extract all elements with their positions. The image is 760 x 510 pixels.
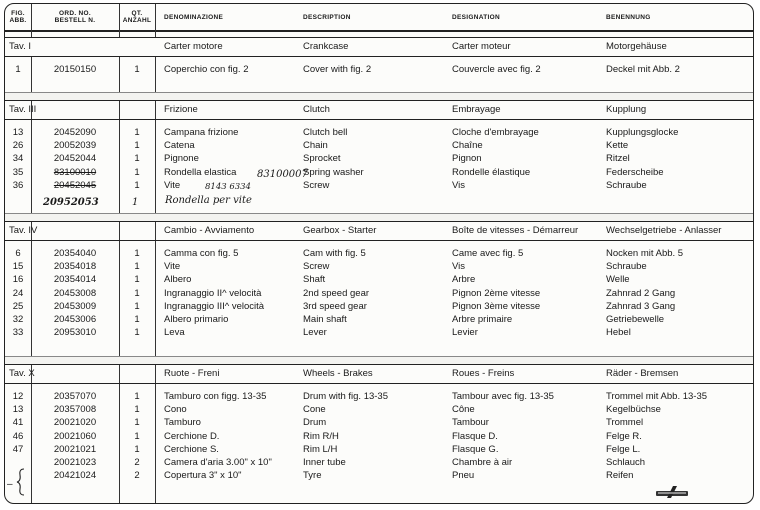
name-fr: Cône [452,404,475,416]
name-fr: Tambour avec fig. 13-35 [452,391,554,402]
header-qt [119,4,155,30]
name-de: Schraube [606,179,647,191]
name-en: Chain [303,140,328,152]
table-row [5,127,753,140]
quantity: 1 [134,417,140,429]
quantity: 2 [134,457,140,468]
section-title-de: Kupplung [606,104,647,115]
section-title-it: Carter motore [164,41,223,52]
section-title-en: Clutch [303,104,330,115]
name-en: Cam with fig. 5 [303,248,366,259]
header-description [303,4,351,30]
name-fr: Chambre à air [452,457,513,468]
name-en: Rim L/H [303,443,338,455]
name-fr: Arbre [452,274,476,286]
order-number: 20021021 [53,443,97,455]
name-it: Ingranaggio III^ velocità [164,300,265,312]
name-fr: Pignon 3ème vitesse [452,300,541,312]
section-tav-label: Tav. I [9,41,31,52]
quantity: 1 [134,404,140,416]
header-fig [5,4,31,30]
name-de: Federscheibe [606,166,664,178]
curly-brace-icon [15,468,27,496]
order-number: 20453006 [53,314,97,325]
quantity: 1 [134,287,140,299]
name-de: Getriebewelle [606,314,665,325]
header-qt-line1: QT. [131,10,143,17]
order-number: 20357008 [53,404,97,416]
order-number: 20357070 [53,391,97,402]
handwritten-new-description: Rondella per vite [165,195,252,206]
order-number: 20021023 [53,457,97,468]
name-de: Ritzel [606,153,630,165]
fig-number: 32 [12,314,24,325]
table-row [5,470,753,483]
name-en: Spring washer [303,166,364,178]
name-fr: Flasque G. [452,443,499,455]
name-it: Coperchio con fig. 2 [164,64,249,75]
name-de: Felge L. [606,443,641,455]
name-de: Hebel [606,327,631,339]
section-title-it: Ruote - Freni [164,368,220,379]
name-fr: Chaîne [452,140,483,152]
section-title-fr: Boîte de vitesses - Démarreur [452,225,579,236]
name-en: Cone [303,404,326,416]
name-en: Inner tube [303,457,346,468]
order-number: 20150150 [53,64,97,75]
header-ord-line1: ORD. NO. [58,10,91,17]
name-it: Rondella elastica [164,166,237,178]
header-fig-line2: ABB. [9,17,27,24]
section-title-it: Cambio - Avviamento [164,225,255,236]
table-row [5,153,753,166]
handwritten-new-order: 20952053 [43,197,99,208]
name-fr: Vis [452,179,466,191]
quantity: 1 [134,430,140,442]
name-it: Vite [164,179,181,191]
name-it: Tamburo con figg. 13-35 [164,391,267,402]
order-number: 20421024 [53,470,97,482]
name-en: Cover with fig. 2 [303,64,372,75]
header-qt-line2: ANZAHL [122,17,152,24]
name-en: Drum with fig. 13-35 [303,391,389,402]
name-de: Kette [606,140,629,152]
handwritten-note-35: 83100007 [257,169,308,180]
section-header [5,365,753,384]
name-fr: Rondelle élastique [452,166,531,178]
section-title-de: Motorgehäuse [606,41,667,52]
table-row [5,404,753,417]
name-fr: Arbre primaire [452,314,513,325]
quantity: 2 [134,470,140,482]
fig-number: 6 [15,248,21,259]
section-title-fr: Roues - Freins [452,368,515,379]
order-number: 20453008 [53,287,97,299]
table-row [5,140,753,153]
name-fr: Tambour [452,417,489,429]
name-de: Schraube [606,261,647,273]
table-row [5,64,753,77]
name-de: Kegelbüchse [606,404,661,416]
section-header [5,38,753,57]
header-denominazione [164,4,223,30]
table-row [5,314,753,327]
quantity: 1 [134,327,140,339]
name-it: Tamburo [164,417,201,429]
header-designation-text: DESIGNATION [452,13,500,21]
order-number: 20452090 [53,127,97,138]
name-it: Camera d'aria 3.00" x 10" [164,457,272,468]
table-row [5,417,753,430]
name-en: Tyre [303,470,322,482]
quantity: 1 [134,179,140,191]
name-en: Drum [303,417,327,429]
header-ord-line2: BESTELL N. [54,17,96,24]
name-it: Camma con fig. 5 [164,248,239,259]
quantity: 1 [134,443,140,455]
name-it: Vite [164,261,181,273]
table-row [5,457,753,470]
name-it: Cono [164,404,187,416]
table-row [5,327,753,340]
quantity: 1 [134,153,140,165]
section-title-en: Gearbox - Starter [303,225,377,236]
manufacturer-logo-icon [655,485,689,499]
section-title-de: Räder - Bremsen [606,368,679,379]
section-tav-label: Tav. III [9,104,37,115]
quantity: 1 [134,391,140,402]
header-fig-line1: FIG. [11,10,25,17]
order-number: 83100010 [53,166,97,178]
quantity: 1 [134,300,140,312]
header-description-text: DESCRIPTION [303,13,351,21]
table-row [5,391,753,404]
quantity: 1 [134,261,140,273]
name-en: Screw [303,261,330,273]
fig-number: 25 [12,300,24,312]
name-en: Clutch bell [303,127,348,138]
section-title-en: Crankcase [303,41,349,52]
name-fr: Levier [452,327,478,339]
section-tav-4 [5,221,753,356]
fig-number: 1 [15,64,21,75]
name-it: Catena [164,140,195,152]
name-fr: Flasque D. [452,430,498,442]
name-en: Rim R/H [303,430,339,442]
fig-number: 46 [12,430,24,442]
fig-number: 24 [12,287,24,299]
header-denominazione-text: DENOMINAZIONE [164,13,224,21]
name-fr: Couvercle avec fig. 2 [452,64,541,75]
name-en: 2nd speed gear [303,287,370,299]
table-row [5,444,753,457]
header-benennung [606,4,651,30]
quantity: 1 [134,248,140,259]
section-title-it: Frizione [164,104,198,115]
name-it: Cerchione D. [164,430,220,442]
order-number: 20021060 [53,430,97,442]
name-de: Reifen [606,470,634,482]
name-en: Screw [303,179,330,191]
header-designation [452,4,500,30]
table-row [5,301,753,314]
fig-number: 15 [12,261,24,273]
fig-number: 13 [12,127,24,138]
name-fr: Came avec fig. 5 [452,248,524,259]
order-number: 20052039 [53,140,97,152]
name-it: Albero primario [164,314,229,325]
name-it: Campana frizione [164,127,239,138]
section-title-fr: Carter moteur [452,41,511,52]
section-header [5,101,753,120]
section-title-fr: Embrayage [452,104,501,115]
order-number: 20452045 [53,179,97,191]
name-it: Pignone [164,153,199,165]
header-benennung-text: BENENNUNG [606,13,651,21]
table-row [5,431,753,444]
name-de: Felge R. [606,430,642,442]
quantity: 1 [134,314,140,325]
name-it: Albero [164,274,192,286]
quantity: 1 [134,140,140,152]
parts-sheet [4,3,754,504]
name-it: Copertura 3" x 10" [164,470,242,482]
order-number: 20354040 [53,248,97,259]
fig-number: 16 [12,274,24,286]
table-row [5,248,753,261]
section-tav-3 [5,100,753,213]
name-de: Zahnrad 3 Gang [606,300,676,312]
name-de: Schlauch [606,457,646,468]
name-fr: Pneu [452,470,475,482]
column-header [5,4,753,32]
section-tav-1 [5,37,753,92]
quantity: 1 [134,127,140,138]
name-de: Deckel mit Abb. 2 [606,64,680,75]
table-row [5,274,753,287]
order-number: 20354014 [53,274,97,286]
name-en: 3rd speed gear [303,300,367,312]
name-en: Shaft [303,274,326,286]
order-number: 20953010 [53,327,97,339]
name-de: Trommel [606,417,644,429]
fig-number: 12 [12,391,24,402]
quantity: 1 [134,166,140,178]
section-tav-label: Tav. X [9,368,35,379]
handwritten-note-36: 8143 6334 [205,182,251,192]
section-title-de: Wechselgetriebe - Anlasser [606,225,722,236]
header-ord [31,4,119,30]
section-title-en: Wheels - Brakes [303,368,373,379]
order-number: 20453009 [53,300,97,312]
table-row [5,180,753,193]
name-de: Welle [606,274,630,286]
section-tav-label: Tav. IV [9,225,38,236]
handwritten-new-qty: 1 [132,197,139,208]
name-it: Leva [164,327,185,339]
fig-number: 13 [12,404,24,416]
name-fr: Pignon 2ème vitesse [452,287,541,299]
name-fr: Vis [452,261,466,273]
fig-number: 34 [12,153,24,165]
fig-number: 36 [12,179,24,191]
fig-number: 33 [12,327,24,339]
name-de: Kupplungsglocke [606,127,679,138]
name-de: Zahnrad 2 Gang [606,287,676,299]
brace-fig-dash: – [7,479,13,490]
fig-number: 41 [12,417,24,429]
quantity: 1 [134,274,140,286]
table-row [5,167,753,180]
fig-number: 35 [12,166,24,178]
name-de: Trommel mit Abb. 13-35 [606,391,708,402]
order-number: 20021020 [53,417,97,429]
order-number: 20354018 [53,261,97,273]
order-number: 20452044 [53,153,97,165]
name-fr: Pignon [452,153,482,165]
section-tav-10 [5,364,753,504]
table-row [5,288,753,301]
name-it: Cerchione S. [164,443,219,455]
name-en: Sprocket [303,153,341,165]
name-en: Main shaft [303,314,347,325]
fig-number: 26 [12,140,24,152]
fig-number: 47 [12,443,24,455]
table-row [5,261,753,274]
quantity: 1 [134,64,140,75]
name-de: Nocken mit Abb. 5 [606,248,684,259]
name-it: Ingranaggio II^ velocità [164,287,262,299]
name-fr: Cloche d'embrayage [452,127,539,138]
section-header [5,222,753,241]
name-en: Lever [303,327,327,339]
